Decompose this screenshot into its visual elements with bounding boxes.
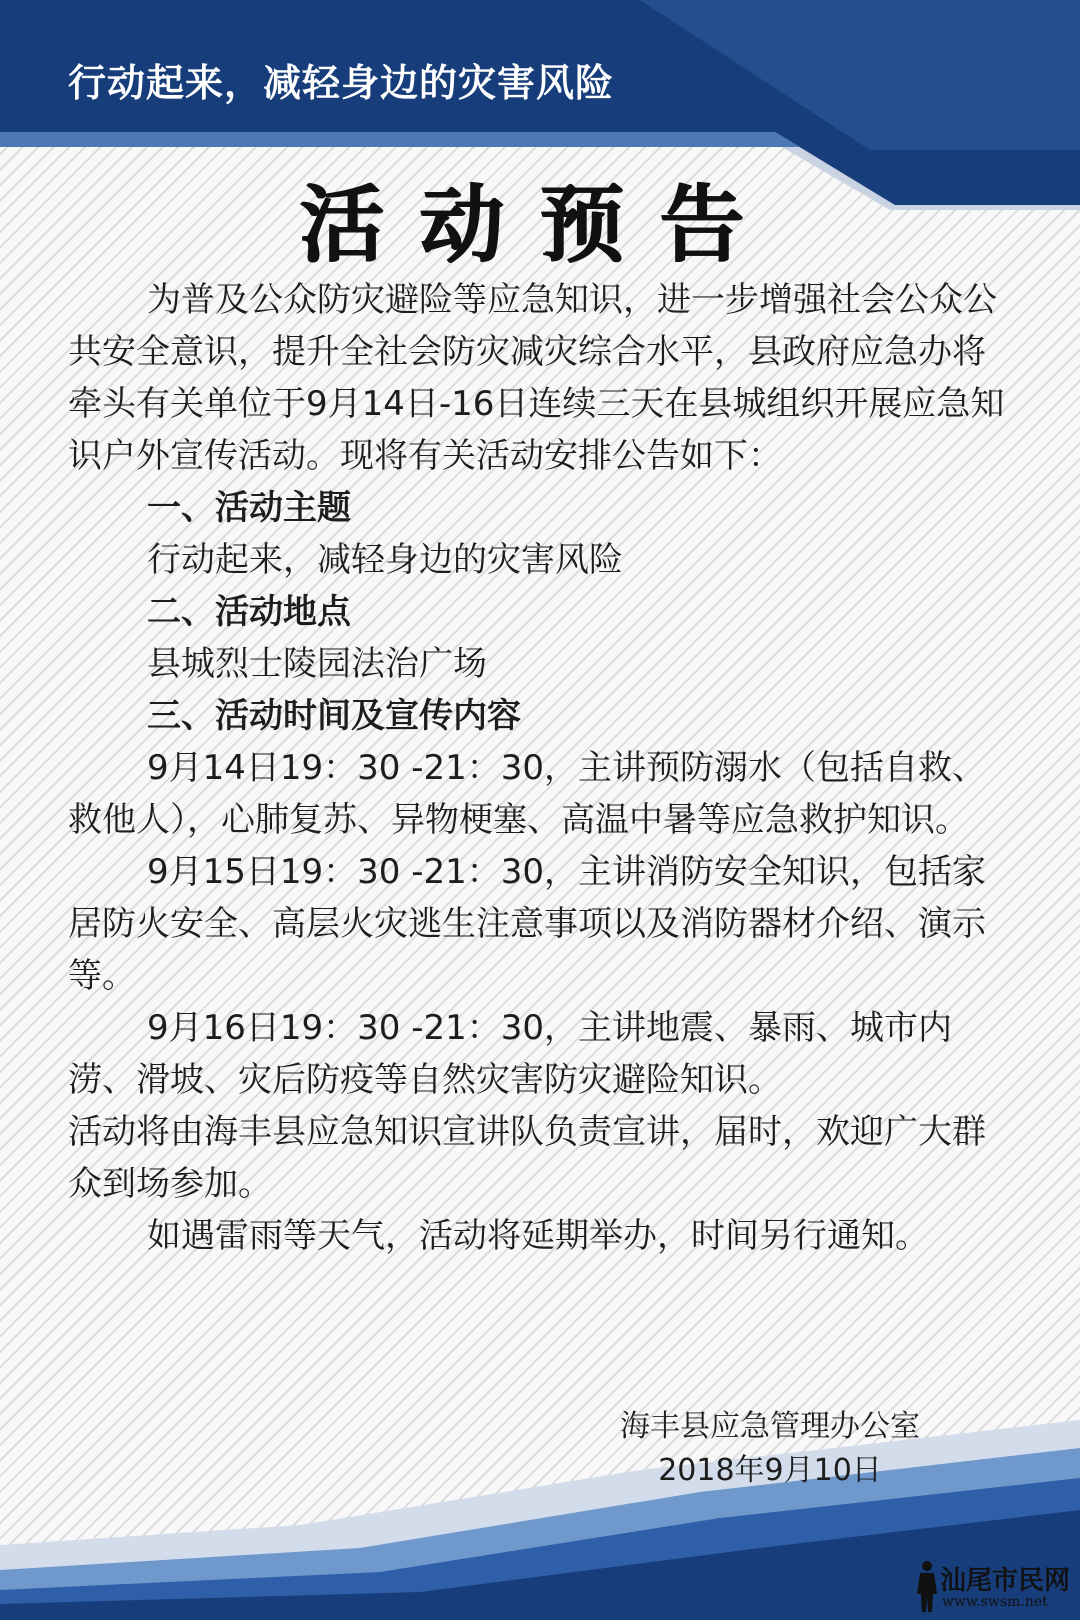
weather-note: 如遇雷雨等天气，活动将延期举办，时间另行通知。 [147, 1216, 929, 1256]
notice-title: 活动预告 [299, 176, 780, 274]
section-heading-schedule: 三、活动时间及宣传内容 [147, 696, 521, 736]
section-heading-theme: 一、活动主题 [147, 488, 351, 528]
schedule-item-sep14: 9月14日19：30 -21：30，主讲预防溺水（包括自救、救他人），心肺复苏、异物梗塞、高温中暑等应急救护知识。 [68, 748, 987, 840]
schedule-item-sep16: 9月16日19：30 -21：30，主讲地震、暴雨、城市内涝、滑坡、灾后防疫等自然灾害防灾避险知识。 [68, 1008, 953, 1100]
banner-title: 行动起来，减轻身边的灾害风险 [68, 61, 615, 105]
signature-org: 海丰县应急管理办公室 [620, 1409, 920, 1444]
signature-block [575, 1405, 965, 1493]
watermark-url: www.swsm.net [942, 1594, 1048, 1610]
section-text-location: 县城烈士陵园法治广场 [147, 644, 487, 684]
person-figure-icon [914, 1558, 942, 1614]
notice-body [68, 274, 1014, 1262]
watermark-name: 汕尾市民网 [940, 1566, 1071, 1596]
signature-date: 2018年9月10日 [658, 1453, 882, 1488]
section-text-theme: 行动起来，减轻身边的灾害风险 [147, 540, 623, 580]
closing-paragraph: 活动将由海丰县应急知识宣讲队负责宣讲，届时，欢迎广大群众到场参加。 [68, 1112, 986, 1204]
intro-paragraph: 为普及公众防灾避险等应急知识，进一步增强社会公众公共安全意识，提升全社会防灾减灾综合水平，县政府应急办将牵头有关单位于9月14日-16日连续三天在县城组织开展应急知识户外宣传活动。现将有关活动安排公告如下： [68, 280, 1005, 476]
watermark [914, 1558, 1074, 1614]
schedule-item-sep15: 9月15日19：30 -21：30，主讲消防安全知识，包括家居防火安全、高层火灾逃生注意事项以及消防器材介绍、演示等。 [68, 852, 987, 996]
section-heading-location: 二、活动地点 [147, 592, 351, 632]
